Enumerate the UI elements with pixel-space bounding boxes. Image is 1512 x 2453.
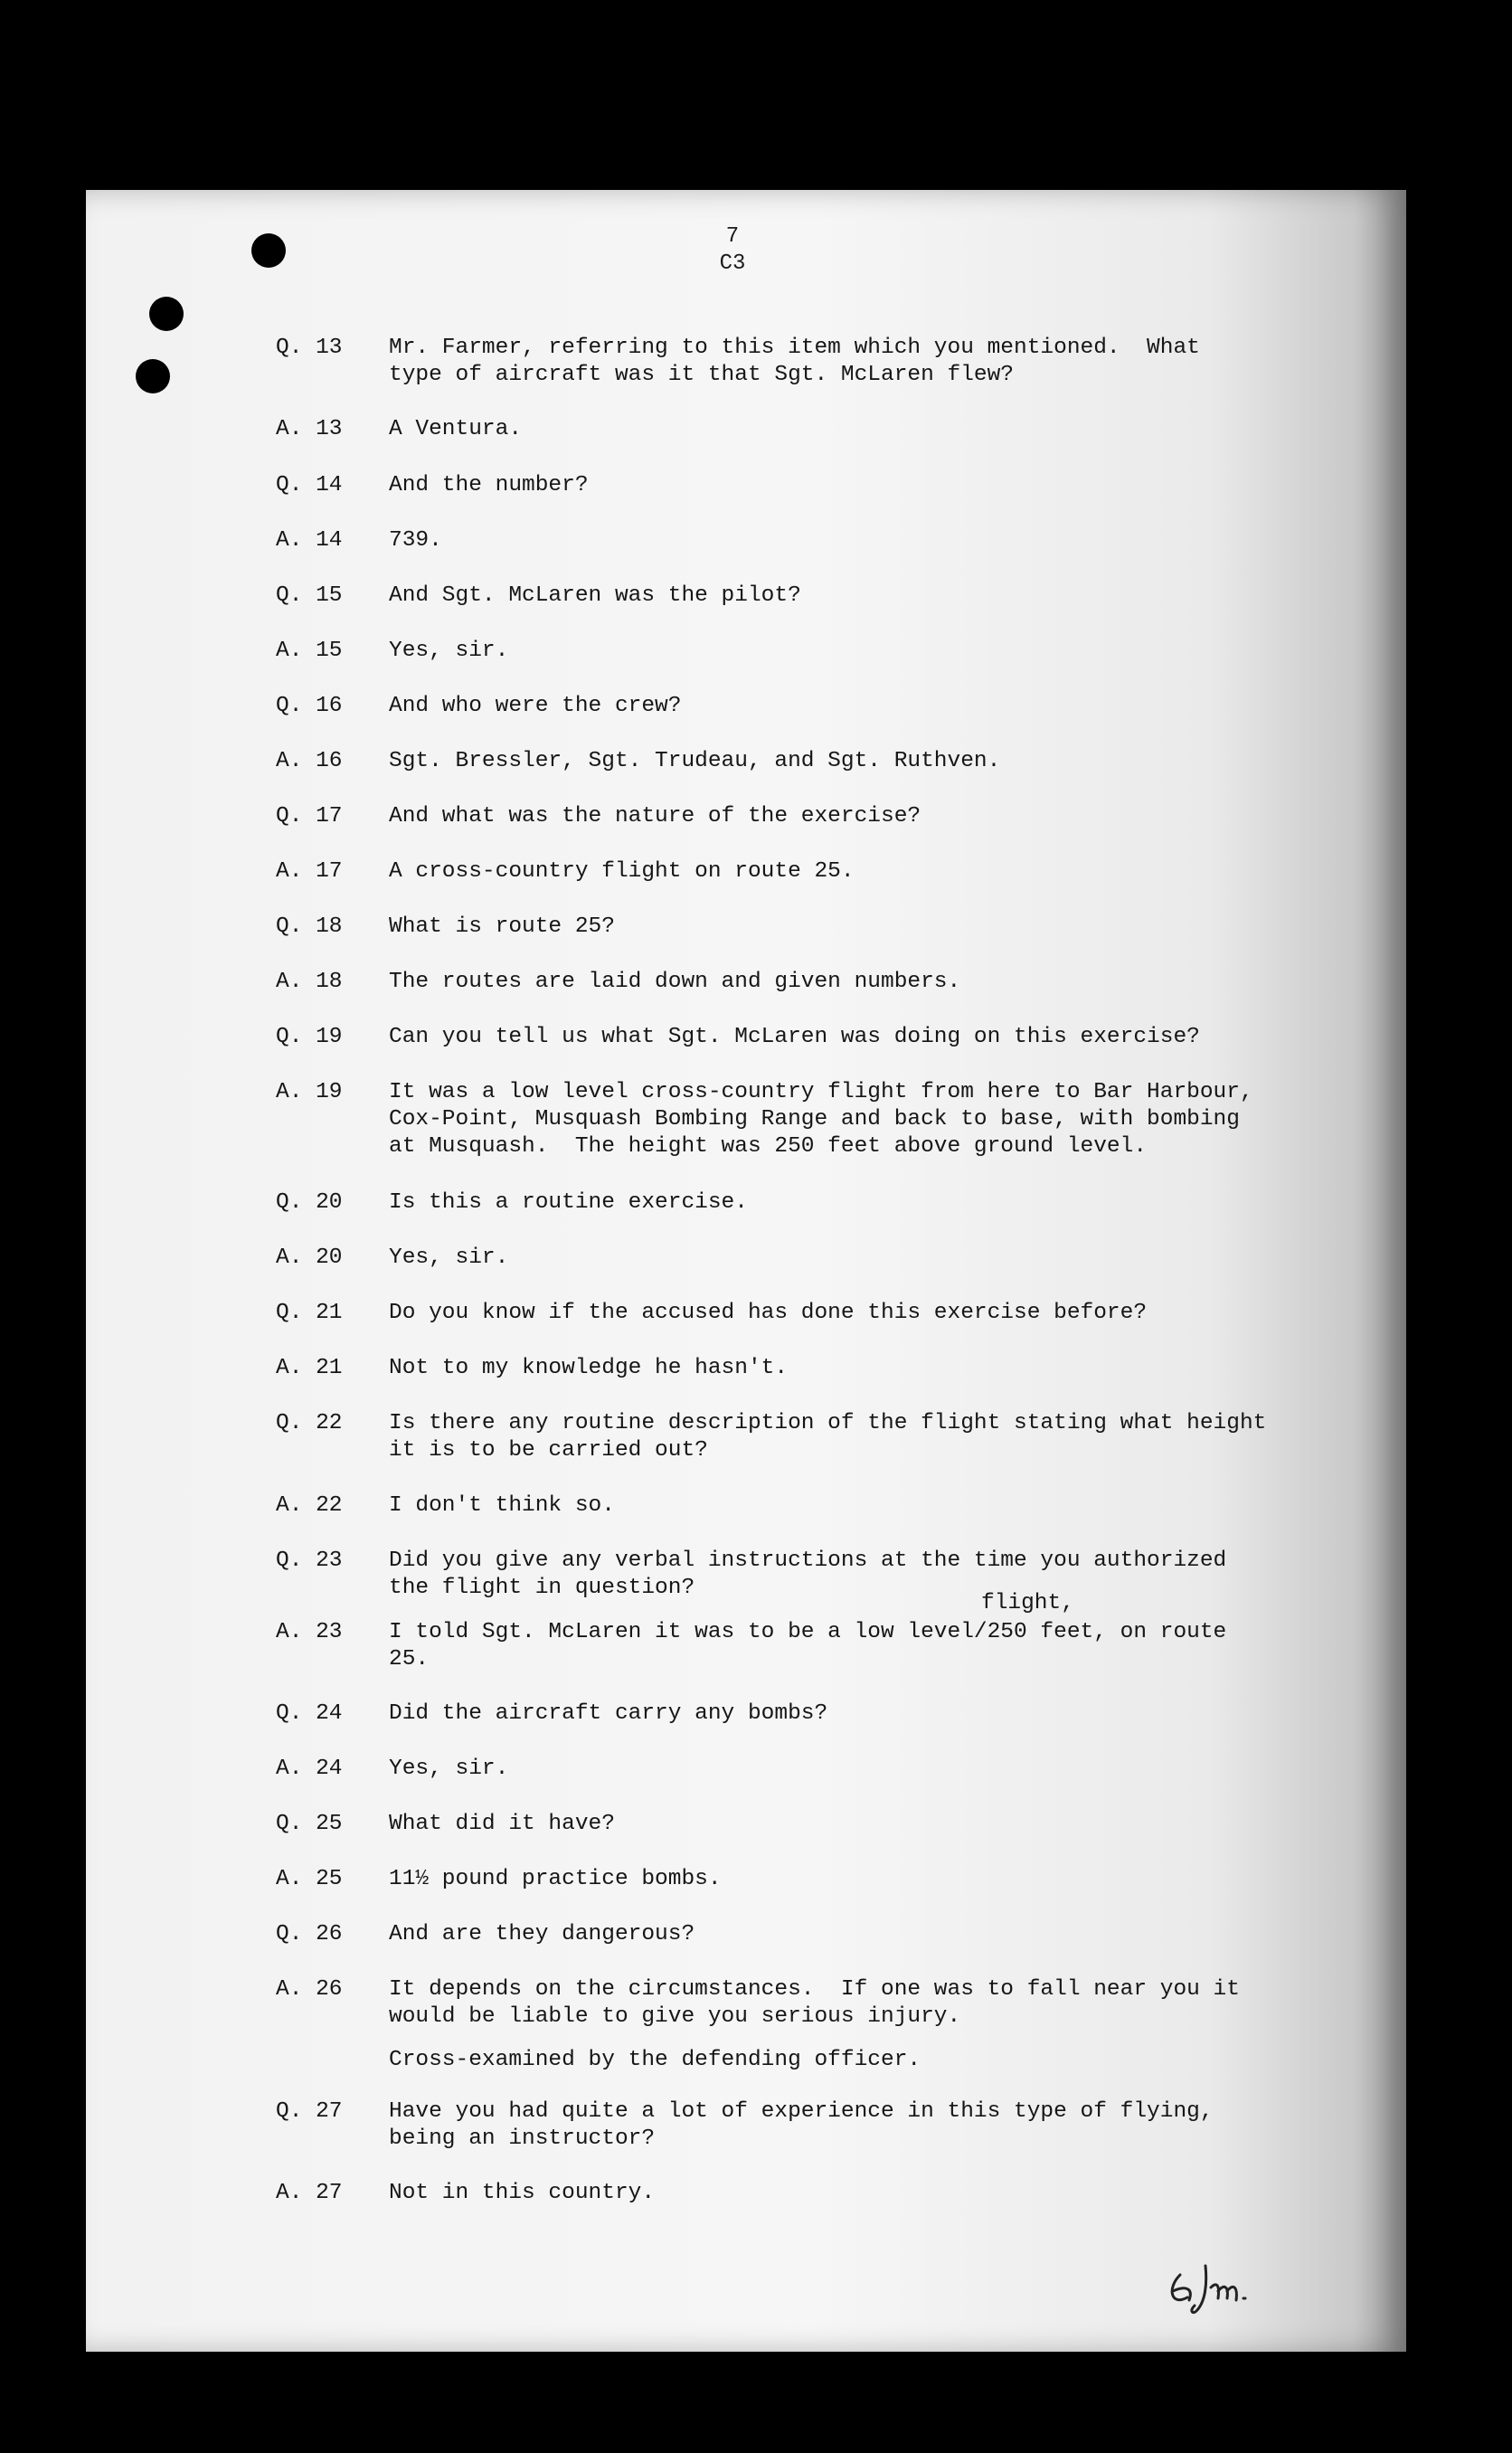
transcript-entry: [276, 969, 1397, 996]
entry-label: A. 23: [276, 1620, 343, 1644]
transcript-entry: [276, 2047, 1397, 2074]
entry-text: Cross-examined by the defending officer.: [389, 2048, 921, 2072]
transcript-entry: [276, 1245, 1397, 1272]
transcript-entry: [276, 638, 1397, 665]
entry-label: A. 18: [276, 970, 343, 994]
transcript-entry: [276, 1548, 1397, 1602]
transcript-entry: [276, 1619, 1397, 1673]
entry-text: And who were the crew?: [389, 694, 682, 718]
entry-label: A. 21: [276, 1356, 343, 1380]
transcript-entry: [276, 1756, 1397, 1783]
entry-label: [276, 2047, 389, 2074]
entry-label: Q. 18: [276, 914, 343, 939]
entry-text: Yes, sir.: [389, 639, 509, 663]
entry-text: Did you give any verbal instructions at the time you authorized the flight in question?: [389, 1549, 1227, 1600]
entry-label: Q. 19: [276, 1025, 343, 1049]
transcript-entry: [276, 1300, 1397, 1327]
transcript-entry: [276, 1492, 1397, 1520]
entry-label: A. 15: [276, 639, 343, 663]
entry-text: Not to my knowledge he hasn't.: [389, 1356, 789, 1380]
entry-text: The routes are laid down and given numbers.: [389, 970, 961, 994]
entry-text: Do you know if the accused has done this exercise before?: [389, 1301, 1148, 1325]
entry-text: And what was the nature of the exercise?: [389, 804, 921, 829]
entry-text: Is there any routine description of the flight stating what height it is to be carried out?: [389, 1411, 1267, 1463]
transcript-entry: [276, 582, 1397, 610]
entry-text: Is this a routine exercise.: [389, 1190, 748, 1215]
transcript-entry: [276, 748, 1397, 775]
entry-text: Sgt. Bressler, Sgt. Trudeau, and Sgt. Ruthven.: [389, 749, 1001, 773]
transcript-entry: [276, 1410, 1397, 1464]
signature-initials: [1153, 2248, 1298, 2320]
entry-text: Yes, sir.: [389, 1245, 509, 1270]
entry-label: Q. 17: [276, 804, 343, 829]
entry-label: A. 13: [276, 417, 343, 441]
transcript-entry: [276, 416, 1397, 443]
transcript-entry: [276, 1866, 1397, 1893]
entry-label: Q. 25: [276, 1812, 343, 1836]
transcript-entry: [276, 693, 1397, 720]
entry-label: A. 14: [276, 528, 343, 553]
transcript-entry: [276, 335, 1397, 389]
entry-text: A Ventura.: [389, 417, 523, 441]
entry-label: Q. 15: [276, 583, 343, 608]
entry-label: Q. 14: [276, 473, 343, 497]
entry-text: A cross-country flight on route 25.: [389, 859, 855, 884]
entry-text: What did it have?: [389, 1812, 615, 1836]
entry-label: A. 16: [276, 749, 343, 773]
entry-text: 11½ pound practice bombs.: [389, 1867, 722, 1891]
entry-label: A. 25: [276, 1867, 343, 1891]
entry-text: Did the aircraft carry any bombs?: [389, 1701, 828, 1726]
transcript-entry: [276, 472, 1397, 499]
interlineation: flight,: [981, 1591, 1074, 1615]
transcript-entry: [276, 914, 1397, 941]
entry-text: And the number?: [389, 473, 589, 497]
transcript-entry: [276, 1921, 1397, 1948]
entry-text: It depends on the circumstances. If one was to fall near you it would be liable to give you serious injury.: [389, 1977, 1240, 2029]
entry-label: Q. 24: [276, 1701, 343, 1726]
entry-text: It was a low level cross-country flight from here to Bar Harbour, Cox-Point, Musquash Bombing Range and back to base, with bombing at Musquash. The height was 250 feet above ground level.: [389, 1080, 1253, 1159]
entry-text: Not in this country.: [389, 2181, 656, 2205]
transcript-entry: [276, 1189, 1397, 1217]
punch-hole: [149, 297, 184, 331]
transcript-entry: [276, 858, 1397, 886]
entry-text: I told Sgt. McLaren it was to be a low level/250 feet, on route 25.: [389, 1620, 1227, 1672]
transcript-entry: [276, 1976, 1397, 2031]
entry-label: Q. 21: [276, 1301, 343, 1325]
transcript-entry: [276, 1811, 1397, 1838]
transcript-entry: [276, 2180, 1397, 2207]
entry-label: A. 26: [276, 1977, 343, 2002]
entry-label: A. 19: [276, 1080, 343, 1104]
transcript-entry: [276, 1355, 1397, 1382]
entry-label: Q. 20: [276, 1190, 343, 1215]
transcript-entry: [276, 1079, 1397, 1160]
entry-label: Q. 26: [276, 1922, 343, 1946]
entry-label: A. 17: [276, 859, 343, 884]
transcript-entry: [276, 803, 1397, 830]
document-page: [86, 190, 1406, 2352]
transcript-entry: [276, 527, 1397, 554]
entry-label: Q. 23: [276, 1549, 343, 1573]
entry-text: 739.: [389, 528, 442, 553]
entry-text: Have you had quite a lot of experience in this type of flying, being an instructor?: [389, 2099, 1214, 2151]
entry-label: A. 22: [276, 1493, 343, 1518]
entry-text: Yes, sir.: [389, 1757, 509, 1781]
entry-label: Q. 13: [276, 336, 343, 360]
entry-label: Q. 16: [276, 694, 343, 718]
entry-label: Q. 22: [276, 1411, 343, 1435]
entry-label: Q. 27: [276, 2099, 343, 2124]
transcript-entry: [276, 1024, 1397, 1051]
transcript-entry: [276, 2098, 1397, 2153]
entry-text: Mr. Farmer, referring to this item which you mentioned. What type of aircraft was it that Sgt. McLaren flew?: [389, 336, 1200, 387]
entry-label: A. 20: [276, 1245, 343, 1270]
entry-label: A. 27: [276, 2181, 343, 2205]
page-number: 7: [725, 224, 740, 249]
entry-text: Can you tell us what Sgt. McLaren was doing on this exercise?: [389, 1025, 1200, 1049]
entry-label: A. 24: [276, 1757, 343, 1781]
entry-text: I don't think so.: [389, 1493, 615, 1518]
page-code: C3: [719, 251, 746, 276]
punch-hole: [136, 359, 170, 393]
entry-text: And are they dangerous?: [389, 1922, 695, 1946]
transcript-entry: [276, 1700, 1397, 1728]
entry-text: And Sgt. McLaren was the pilot?: [389, 583, 801, 608]
entry-text: What is route 25?: [389, 914, 615, 939]
